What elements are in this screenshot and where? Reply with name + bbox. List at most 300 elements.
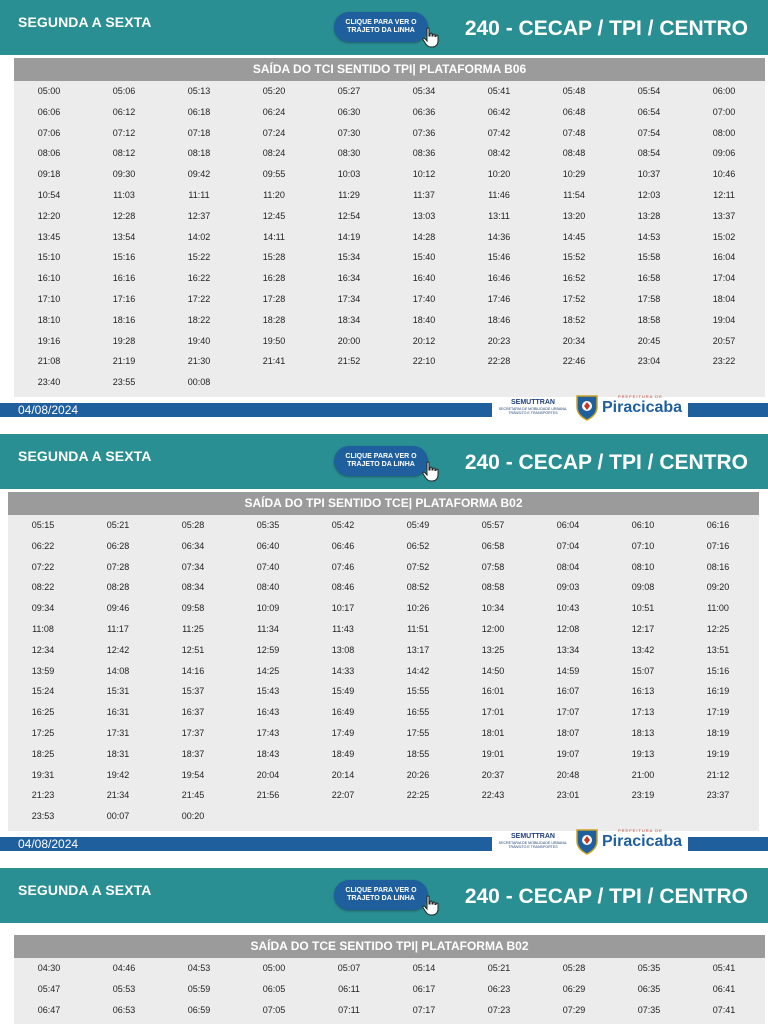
- time-cell: 16:19: [706, 686, 730, 697]
- time-cell: 10:29: [562, 169, 586, 180]
- time-cell: 17:22: [187, 294, 211, 304]
- time-cell: 12:25: [706, 624, 730, 634]
- time-cell: 17:16: [112, 294, 136, 304]
- time-cell: 08:12: [112, 148, 136, 159]
- time-cell: 00:20: [181, 811, 205, 822]
- time-cell: 07:54: [637, 127, 661, 138]
- time-cell: 13:42: [631, 644, 655, 655]
- footer-date: 04/08/2024: [18, 837, 79, 851]
- time-cell: 12:45: [262, 210, 286, 221]
- time-cell: 23:37: [706, 790, 730, 801]
- time-cell: 05:00: [37, 86, 61, 96]
- time-cell: 07:18: [187, 127, 211, 138]
- time-cell: 06:53: [112, 1004, 136, 1015]
- time-cell: 17:25: [31, 728, 55, 738]
- view-route-button[interactable]: [334, 12, 428, 42]
- time-cell: 15:31: [106, 686, 130, 697]
- time-cell: 16:40: [412, 273, 436, 284]
- time-cell: 23:53: [31, 811, 55, 822]
- time-cell: 14:36: [487, 231, 511, 242]
- time-cell: 19:01: [481, 748, 505, 759]
- time-cell: 20:45: [637, 335, 661, 346]
- time-cell: 16:04: [712, 252, 736, 263]
- footer-bar: [0, 394, 768, 418]
- time-cell: 07:16: [706, 540, 730, 551]
- time-cell: 06:47: [37, 1004, 61, 1015]
- view-route-button[interactable]: [334, 880, 428, 910]
- time-cell: 13:28: [637, 210, 661, 221]
- time-cell: 18:58: [637, 314, 661, 325]
- day-label: SEGUNDA A SEXTA: [18, 448, 152, 464]
- time-cell: 07:05: [262, 1004, 286, 1015]
- time-cell: 12:28: [112, 210, 136, 221]
- time-cell: 14:08: [106, 665, 130, 676]
- footer-bar-right: [688, 837, 768, 851]
- time-cell: 10:17: [331, 603, 355, 614]
- time-cell: 12:51: [181, 644, 205, 655]
- time-cell: 11:25: [182, 624, 204, 634]
- time-cell: 05:21: [106, 520, 130, 530]
- time-cell: 15:46: [487, 252, 511, 263]
- time-cell: 00:08: [187, 377, 211, 388]
- time-cell: 05:13: [187, 86, 211, 96]
- time-cell: 12:34: [31, 644, 55, 655]
- time-cell: 20:48: [556, 769, 580, 780]
- time-cell: 09:18: [37, 169, 61, 180]
- time-cell: 18:46: [487, 314, 511, 325]
- time-cell: 08:42: [487, 148, 511, 159]
- time-cell: 17:43: [256, 728, 280, 738]
- time-cell: 08:36: [412, 148, 436, 159]
- time-cell: 09:42: [187, 169, 211, 180]
- time-cell: 11:51: [407, 624, 429, 634]
- time-cell: 07:04: [556, 540, 580, 551]
- time-cell: 10:26: [406, 603, 430, 614]
- time-cell: 08:18: [187, 148, 211, 159]
- time-cell: 09:08: [631, 582, 655, 593]
- time-cell: 00:07: [106, 811, 130, 822]
- time-cell: 06:00: [712, 86, 736, 96]
- semuttran-logo: [496, 399, 570, 415]
- time-cell: 10:03: [337, 169, 361, 180]
- time-cell: 20:57: [712, 335, 736, 346]
- time-cell: 23:22: [712, 356, 736, 367]
- time-cell: 12:20: [37, 210, 61, 221]
- time-cell: 19:31: [31, 769, 55, 780]
- time-cell: 13:11: [488, 210, 510, 221]
- time-cell: 15:37: [181, 686, 205, 697]
- time-cell: 21:34: [106, 790, 130, 801]
- time-cell: 12:03: [637, 190, 661, 200]
- time-cell: 17:04: [712, 273, 736, 284]
- time-cell: 12:08: [556, 624, 580, 634]
- time-cell: 05:15: [31, 520, 55, 530]
- time-cell: 15:43: [256, 686, 280, 697]
- time-cell: 15:55: [406, 686, 430, 697]
- time-cell: 18:49: [331, 748, 355, 759]
- time-cell: 15:58: [637, 252, 661, 263]
- time-cell: 11:54: [563, 190, 585, 200]
- time-cell: 13:25: [481, 644, 505, 655]
- time-cell: 05:35: [256, 520, 280, 530]
- time-cell: 08:10: [631, 561, 655, 572]
- time-cell: 05:28: [562, 963, 586, 973]
- semuttran-name: SEMUTTRAN: [511, 833, 555, 840]
- time-cell: 05:41: [712, 963, 736, 973]
- time-cell: 15:16: [112, 252, 136, 263]
- time-cell: 15:07: [631, 665, 655, 676]
- header-bar: [0, 0, 768, 55]
- button-line-1: CLIQUE PARA VER O: [345, 887, 417, 894]
- time-cell: 08:40: [256, 582, 280, 593]
- time-cell: 23:40: [37, 377, 61, 388]
- route-title: 240 - CECAP / TPI / CENTRO: [464, 17, 748, 40]
- time-cell: 06:34: [181, 540, 205, 551]
- time-cell: 20:00: [337, 335, 361, 346]
- time-cell: 10:37: [637, 169, 661, 180]
- time-cell: 07:46: [331, 561, 355, 572]
- time-cell: 16:22: [187, 273, 211, 284]
- time-cell: 16:07: [556, 686, 580, 697]
- time-cell: 17:58: [637, 294, 661, 304]
- time-cell: 08:34: [181, 582, 205, 593]
- time-cell: 05:34: [412, 86, 436, 96]
- time-cell: 07:42: [487, 127, 511, 138]
- time-cell: 17:34: [337, 294, 361, 304]
- time-cell: 22:07: [331, 790, 355, 801]
- time-cell: 18:43: [256, 748, 280, 759]
- time-cell: 16:46: [487, 273, 511, 284]
- time-cell: 14:28: [412, 231, 436, 242]
- time-cell: 05:20: [262, 86, 286, 96]
- time-cell: 16:43: [256, 707, 280, 718]
- time-cell: 05:21: [487, 963, 511, 973]
- time-cell: 05:48: [562, 86, 586, 96]
- table-title: SAÍDA DO TCE SENTIDO TPI| PLATAFORMA B02: [14, 935, 765, 958]
- time-cell: 18:52: [562, 314, 586, 325]
- time-cell: 22:28: [487, 356, 511, 367]
- header-bar: [0, 434, 768, 489]
- time-cell: 16:10: [37, 273, 61, 284]
- time-cell: 17:55: [406, 728, 430, 738]
- time-cell: 19:16: [37, 335, 61, 346]
- time-cell: 10:54: [37, 190, 61, 200]
- time-cell: 13:08: [331, 644, 355, 655]
- time-cell: 14:19: [337, 231, 361, 242]
- time-cell: 06:58: [481, 540, 505, 551]
- time-cell: 11:03: [113, 190, 135, 200]
- time-cell: 07:17: [412, 1004, 436, 1015]
- time-cell: 12:11: [713, 190, 735, 200]
- time-cell: 06:35: [637, 983, 661, 994]
- time-cell: 07:22: [31, 561, 55, 572]
- time-cell: 21:52: [337, 356, 361, 367]
- time-cell: 05:47: [37, 983, 61, 994]
- time-cell: 06:12: [112, 106, 136, 117]
- time-cell: 07:40: [256, 561, 280, 572]
- time-cell: 11:37: [413, 190, 435, 200]
- time-cell: 07:00: [712, 106, 736, 117]
- time-cell: 17:40: [412, 294, 436, 304]
- time-cell: 18:04: [712, 294, 736, 304]
- time-cell: 05:35: [637, 963, 661, 973]
- time-cell: 13:17: [406, 644, 430, 655]
- time-cell: 14:11: [263, 231, 285, 242]
- time-cell: 05:14: [412, 963, 436, 973]
- time-cell: 15:10: [37, 252, 61, 263]
- header-bar: [0, 868, 768, 923]
- time-cell: 08:46: [331, 582, 355, 593]
- time-cell: 13:34: [556, 644, 580, 655]
- time-cell: 06:11: [338, 983, 360, 994]
- time-cell: 11:34: [257, 624, 279, 634]
- time-cell: 20:34: [562, 335, 586, 346]
- time-cell: 13:03: [412, 210, 436, 221]
- time-cell: 18:31: [106, 748, 130, 759]
- time-cell: 17:52: [562, 294, 586, 304]
- time-cell: 05:07: [337, 963, 361, 973]
- time-cell: 21:23: [31, 790, 55, 801]
- time-cell: 16:34: [337, 273, 361, 284]
- pointer-hand-icon: [420, 460, 442, 482]
- time-cell: 05:59: [187, 983, 211, 994]
- time-cell: 07:35: [637, 1004, 661, 1015]
- time-cell: 06:40: [256, 540, 280, 551]
- time-cell: 20:26: [406, 769, 430, 780]
- time-cell: 22:25: [406, 790, 430, 801]
- time-cell: 06:05: [262, 983, 286, 994]
- time-cell: 19:40: [187, 335, 211, 346]
- button-line-2: TRAJETO DA LINHA: [347, 461, 415, 468]
- time-cell: 06:17: [412, 983, 436, 994]
- time-cell: 07:10: [631, 540, 655, 551]
- time-cell: 12:00: [481, 624, 505, 634]
- time-cell: 08:06: [37, 148, 61, 159]
- time-cell: 08:00: [712, 127, 736, 138]
- time-cell: 08:28: [106, 582, 130, 593]
- time-cell: 07:48: [562, 127, 586, 138]
- time-cell: 16:16: [112, 273, 136, 284]
- day-label: SEGUNDA A SEXTA: [18, 882, 152, 898]
- time-cell: 18:13: [631, 728, 655, 738]
- time-cell: 07:58: [481, 561, 505, 572]
- time-cell: 05:06: [112, 86, 136, 96]
- time-cell: 07:11: [338, 1004, 360, 1015]
- time-cell: 07:23: [487, 1004, 511, 1015]
- time-cell: 12:42: [106, 644, 130, 655]
- time-cell: 16:31: [106, 707, 130, 718]
- time-cell: 14:16: [181, 665, 205, 676]
- time-cell: 18:37: [181, 748, 205, 759]
- time-cell: 14:02: [187, 231, 211, 242]
- time-cell: 08:58: [481, 582, 505, 593]
- time-cell: 06:18: [187, 106, 211, 117]
- time-cell: 06:36: [412, 106, 436, 117]
- time-cell: 17:31: [106, 728, 130, 738]
- time-cell: 09:34: [31, 603, 55, 614]
- semuttran-logo: [496, 833, 570, 849]
- time-cell: 21:56: [256, 790, 280, 801]
- time-cell: 16:25: [31, 707, 55, 718]
- time-cell: 06:46: [331, 540, 355, 551]
- time-cell: 20:04: [256, 769, 280, 780]
- time-cell: 18:55: [406, 748, 430, 759]
- semuttran-subtitle: SECRETARIA DE MOBILIDADE URBANA, TRÂNSITO E TRANSPORTES: [498, 407, 568, 415]
- time-cell: 05:00: [262, 963, 286, 973]
- time-cell: 17:46: [487, 294, 511, 304]
- time-cell: 19:07: [556, 748, 580, 759]
- time-cell: 10:12: [412, 169, 436, 180]
- time-cell: 14:33: [331, 665, 355, 676]
- time-cell: 06:16: [706, 520, 730, 530]
- view-route-button[interactable]: [334, 446, 428, 476]
- time-cell: 12:17: [631, 624, 655, 634]
- time-cell: 06:22: [31, 540, 55, 551]
- time-cell: 06:10: [631, 520, 655, 530]
- pointer-hand-icon: [420, 894, 442, 916]
- day-label: SEGUNDA A SEXTA: [18, 14, 152, 30]
- time-cell: 10:20: [487, 169, 511, 180]
- time-cell: 11:00: [707, 603, 729, 614]
- time-cell: 07:29: [562, 1004, 586, 1015]
- time-cell: 11:20: [263, 190, 285, 200]
- time-cell: 08:22: [31, 582, 55, 593]
- time-cell: 17:07: [556, 707, 580, 718]
- time-cell: 06:30: [337, 106, 361, 117]
- time-cell: 16:58: [637, 273, 661, 284]
- time-cell: 16:28: [262, 273, 286, 284]
- time-cell: 07:24: [262, 127, 286, 138]
- time-cell: 05:27: [337, 86, 361, 96]
- time-cell: 05:57: [481, 520, 505, 530]
- time-cell: 14:59: [556, 665, 580, 676]
- time-cell: 15:28: [262, 252, 286, 263]
- time-cell: 05:42: [331, 520, 355, 530]
- semuttran-subtitle: SECRETARIA DE MOBILIDADE URBANA, TRÂNSITO E TRANSPORTES: [498, 841, 568, 849]
- time-cell: 09:06: [712, 148, 736, 159]
- time-cell: 23:01: [556, 790, 580, 801]
- time-cell: 15:24: [31, 686, 55, 697]
- time-cell: 07:12: [112, 127, 136, 138]
- time-cell: 05:54: [637, 86, 661, 96]
- footer-date: 04/08/2024: [18, 403, 79, 417]
- time-cell: 13:59: [31, 665, 55, 676]
- time-cell: 18:19: [706, 728, 730, 738]
- time-cell: 10:34: [481, 603, 505, 614]
- time-cell: 13:37: [712, 210, 736, 221]
- time-cell: 17:19: [706, 707, 730, 718]
- time-cell: 10:09: [256, 603, 280, 614]
- time-cell: 21:45: [181, 790, 205, 801]
- time-cell: 09:03: [556, 582, 580, 593]
- time-cell: 17:37: [181, 728, 205, 738]
- time-cell: 15:16: [706, 665, 730, 676]
- time-cell: 06:59: [187, 1004, 211, 1015]
- time-cell: 11:08: [32, 624, 54, 634]
- city-name: Piracicaba: [602, 833, 683, 850]
- time-cell: 19:54: [181, 769, 205, 780]
- time-cell: 14:53: [637, 231, 661, 242]
- time-cell: 11:29: [338, 190, 360, 200]
- time-cell: 23:04: [637, 356, 661, 367]
- time-cell: 06:42: [487, 106, 511, 117]
- time-cell: 10:51: [631, 603, 655, 614]
- time-cell: 08:04: [556, 561, 580, 572]
- time-cell: 06:04: [556, 520, 580, 530]
- time-cell: 06:06: [37, 106, 61, 117]
- time-cell: 08:16: [706, 561, 730, 572]
- time-cell: 21:19: [112, 356, 136, 367]
- time-cell: 15:40: [412, 252, 436, 263]
- time-cell: 17:01: [481, 707, 505, 718]
- button-line-1: CLIQUE PARA VER O: [345, 19, 417, 26]
- time-cell: 19:50: [262, 335, 286, 346]
- prefeitura-label: PREFEITURA DE: [618, 394, 663, 399]
- time-cell: 21:00: [631, 769, 655, 780]
- time-cell: 22:46: [562, 356, 586, 367]
- time-cell: 09:58: [181, 603, 205, 614]
- footer-bar-right: [688, 403, 768, 417]
- time-cell: 06:28: [106, 540, 130, 551]
- table-title: SAÍDA DO TPI SENTIDO TCE| PLATAFORMA B02: [8, 492, 759, 515]
- time-cell: 13:54: [112, 231, 136, 242]
- time-cell: 20:23: [487, 335, 511, 346]
- time-cell: 08:48: [562, 148, 586, 159]
- time-cell: 07:52: [406, 561, 430, 572]
- time-cell: 15:49: [331, 686, 355, 697]
- semuttran-name: SEMUTTRAN: [511, 399, 555, 406]
- time-cell: 13:20: [562, 210, 586, 221]
- time-cell: 11:11: [188, 190, 210, 200]
- time-cell: 18:10: [37, 314, 61, 325]
- time-cell: 09:30: [112, 169, 136, 180]
- time-cell: 14:42: [406, 665, 430, 676]
- time-cell: 07:36: [412, 127, 436, 138]
- time-cell: 20:37: [481, 769, 505, 780]
- crest-icon: [575, 827, 599, 855]
- time-cell: 05:28: [181, 520, 205, 530]
- crest-icon: [575, 393, 599, 421]
- time-cell: 20:12: [412, 335, 436, 346]
- city-name: Piracicaba: [602, 399, 683, 416]
- time-cell: 05:49: [406, 520, 430, 530]
- time-cell: 23:19: [631, 790, 655, 801]
- time-cell: 11:43: [332, 624, 354, 634]
- time-cell: 14:25: [256, 665, 280, 676]
- time-cell: 15:34: [337, 252, 361, 263]
- time-cell: 16:52: [562, 273, 586, 284]
- time-cell: 19:19: [706, 748, 730, 759]
- time-cell: 09:20: [706, 582, 730, 593]
- time-cell: 18:28: [262, 314, 286, 325]
- time-cell: 10:46: [712, 169, 736, 180]
- time-cell: 14:50: [481, 665, 505, 676]
- time-cell: 18:01: [481, 728, 505, 738]
- time-cell: 12:54: [337, 210, 361, 221]
- time-cell: 21:41: [262, 356, 286, 367]
- time-cell: 19:28: [112, 335, 136, 346]
- route-title: 240 - CECAP / TPI / CENTRO: [464, 885, 748, 908]
- time-cell: 23:55: [112, 377, 136, 388]
- time-cell: 16:13: [631, 686, 655, 697]
- time-cell: 04:30: [37, 963, 61, 973]
- time-cell: 16:49: [331, 707, 355, 718]
- time-cell: 21:08: [37, 356, 61, 367]
- time-cell: 09:46: [106, 603, 130, 614]
- time-cell: 21:12: [706, 769, 730, 780]
- time-cell: 08:30: [337, 148, 361, 159]
- time-cell: 19:04: [712, 314, 736, 325]
